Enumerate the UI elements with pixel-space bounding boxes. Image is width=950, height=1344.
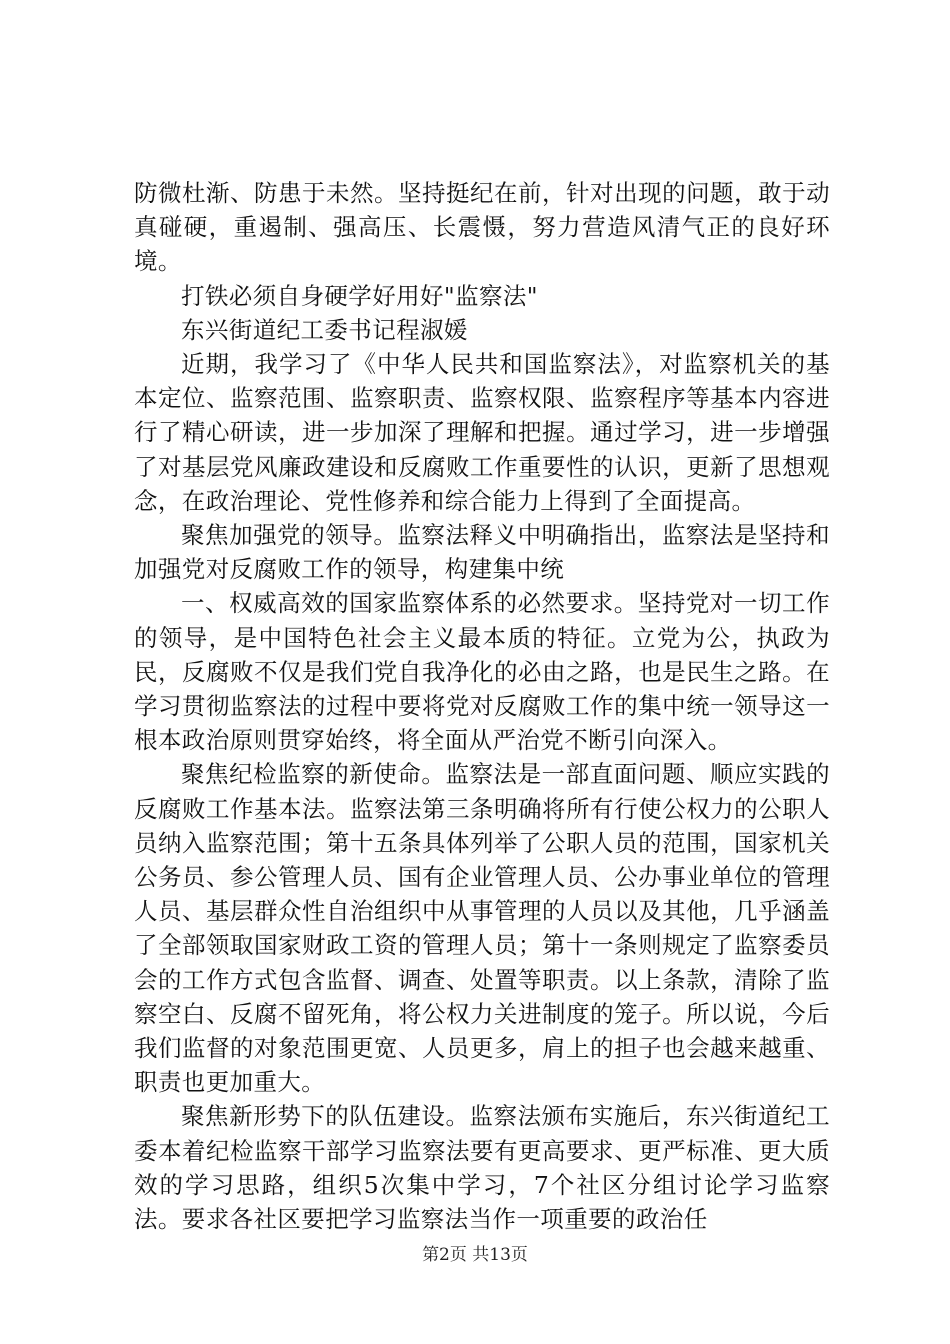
paragraph-party-leadership: 聚焦加强党的领导。监察法释义中明确指出，监察法是坚持和加强党对反腐败工作的领导，构建集中统 [134,521,830,584]
paragraph-intro: 近期，我学习了《中华人民共和国监察法》，对监察机关的基本定位、监察范围、监察职责、监察权限、监察程序等基本内容进行了精心研读，进一步加深了理解和把握。通过学习，进一步增强了对基层党风廉政建设和反腐败工作重要性的认识，更新了思想观念，在政治理论、党性修养和综合能力上得到了全面提高。 [134,350,830,515]
document-body [134,176,830,1236]
page-number-footer: 第2页 共13页 [422,1245,528,1265]
paragraph-team-building: 聚焦新形势下的队伍建设。监察法颁布实施后，东兴街道纪工委本着纪检监察干部学习监察法要有更高要求、更严标准、更大质效的学习思路，组织5次集中学习，7个社区分组讨论学习监察法。要求各社区要把学习监察法当作一项重要的政治任 [134,1102,830,1234]
article-author: 东兴街道纪工委书记程淑媛 [181,315,468,344]
paragraph-supervision-system: 一、权威高效的国家监察体系的必然要求。坚持党对一切工作的领导，是中国特色社会主义最本质的特征。立党为公，执政为民，反腐败不仅是我们党自我净化的必由之路，也是民生之路。在学习贯彻监察法的过程中要将党对反腐败工作的集中统一领导这一根本政治原则贯穿始终，将全面从严治党不断引向深入。 [134,589,830,755]
paragraph-new-mission: 聚焦纪检监察的新使命。监察法是一部直面问题、顺应实践的反腐败工作基本法。监察法第三条明确将所有行使公权力的公职人员纳入监察范围；第十五条具体列举了公职人员的范围，国家机关公务员、参公管理人员、国有企业管理人员、公办事业单位的管理人员、基层群众性自治组织中从事管理的人员以及其他，几乎涵盖了全部领取国家财政工资的管理人员；第十一条则规定了监察委员会的工作方式包含监督、调查、处置等职责。以上条款，清除了监察空白、反腐不留死角，将公权力关进制度的笼子。所以说，今后我们监督的对象范围更宽、人员更多，肩上的担子也会越来越重、职责也更加重大。 [134,760,830,1097]
article-title: 打铁必须自身硬学好用好"监察法" [181,281,539,310]
paragraph-continuation: 防微杜渐、防患于未然。坚持挺纪在前，针对出现的问题，敢于动真碰硬，重遏制、强高压、长震慑，努力营造风清气正的良好环境。 [134,179,830,276]
